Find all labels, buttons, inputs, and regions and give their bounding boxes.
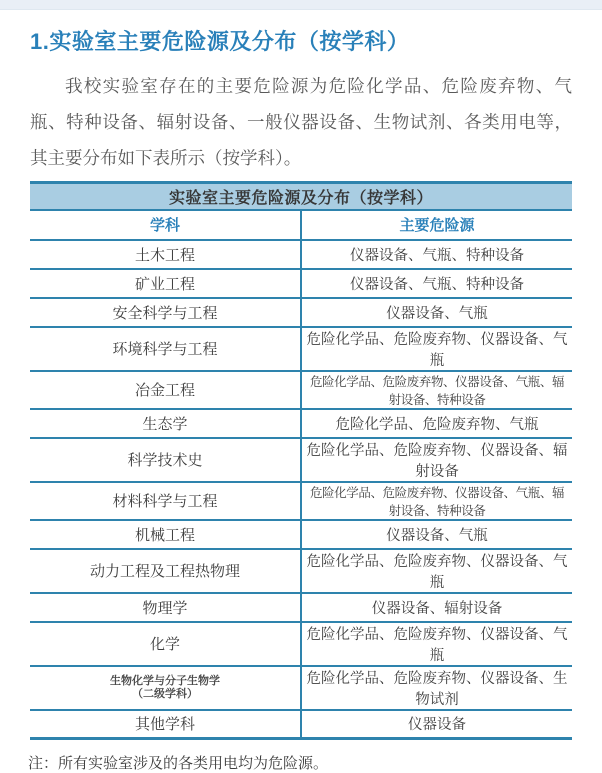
table-row	[30, 482, 572, 520]
table-body	[30, 240, 572, 739]
discipline-cell: 机械工程	[30, 520, 301, 549]
table-row	[30, 371, 572, 409]
table-row	[30, 240, 572, 269]
note-text: 注：所有实验室涉及的各类用电均为危险源。	[28, 755, 329, 772]
table-row	[30, 269, 572, 298]
discipline-cell: 生物化学与分子生物学 （二级学科）	[30, 666, 301, 710]
hazards-cell: 危险化学品、危险废弃物、仪器设备、气瓶	[301, 327, 572, 371]
hazards-cell: 危险化学品、危险废弃物、仪器设备、辐射设备	[301, 438, 572, 482]
hazards-cell: 危险化学品、危险废弃物、仪器设备、气瓶	[301, 622, 572, 666]
hazards-cell: 仪器设备、气瓶	[301, 298, 572, 327]
hazards-cell: 危险化学品、危险废弃物、仪器设备、气瓶、辐射设备、特种设备	[301, 482, 572, 520]
table-caption: 实验室主要危险源及分布（按学科）	[30, 183, 572, 210]
discipline-cell: 土木工程	[30, 240, 301, 269]
table-row	[30, 298, 572, 327]
table-row	[30, 549, 572, 593]
column-header-discipline: 学科	[30, 210, 301, 240]
hazards-cell: 危险化学品、危险废弃物、气瓶	[301, 409, 572, 438]
column-header-row	[30, 210, 572, 240]
table-row	[30, 593, 572, 622]
discipline-cell: 生态学	[30, 409, 301, 438]
table-row	[30, 710, 572, 739]
column-header-hazards: 主要危险源	[301, 210, 572, 240]
hazards-cell: 危险化学品、危险废弃物、仪器设备、生物试剂	[301, 666, 572, 710]
hazards-cell: 危险化学品、危险废弃物、仪器设备、气瓶、辐射设备、特种设备	[301, 371, 572, 409]
hazards-cell: 仪器设备、辐射设备	[301, 593, 572, 622]
top-strip	[0, 0, 602, 10]
hazards-table	[30, 181, 572, 740]
discipline-cell: 环境科学与工程	[30, 327, 301, 371]
discipline-cell: 物理学	[30, 593, 301, 622]
hazards-cell: 仪器设备	[301, 710, 572, 739]
intro-paragraph: 我校实验室存在的主要危险源为危险化学品、危险废弃物、气瓶、特种设备、辐射设备、一般仪器设备、生物试剂、各类用电等，其主要分布如下表所示（按学科）。	[30, 76, 572, 168]
hazards-cell: 危险化学品、危险废弃物、仪器设备、气瓶	[301, 549, 572, 593]
discipline-cell: 材料科学与工程	[30, 482, 301, 520]
discipline-cell: 冶金工程	[30, 371, 301, 409]
table-head	[30, 183, 572, 240]
content-area	[0, 26, 602, 773]
discipline-cell: 安全科学与工程	[30, 298, 301, 327]
hazards-cell: 仪器设备、气瓶、特种设备	[301, 240, 572, 269]
discipline-cell: 化学	[30, 622, 301, 666]
page-title: 1.实验室主要危险源及分布（按学科）	[30, 29, 410, 54]
discipline-cell: 其他学科	[30, 710, 301, 739]
table-row	[30, 438, 572, 482]
table-row	[30, 622, 572, 666]
table-row	[30, 520, 572, 549]
table-row	[30, 327, 572, 371]
hazards-cell: 仪器设备、气瓶、特种设备	[301, 269, 572, 298]
discipline-cell: 科学技术史	[30, 438, 301, 482]
table-row	[30, 666, 572, 710]
table-row	[30, 409, 572, 438]
discipline-cell: 矿业工程	[30, 269, 301, 298]
caption-row	[30, 183, 572, 210]
discipline-cell: 动力工程及工程热物理	[30, 549, 301, 593]
hazards-cell: 仪器设备、气瓶	[301, 520, 572, 549]
